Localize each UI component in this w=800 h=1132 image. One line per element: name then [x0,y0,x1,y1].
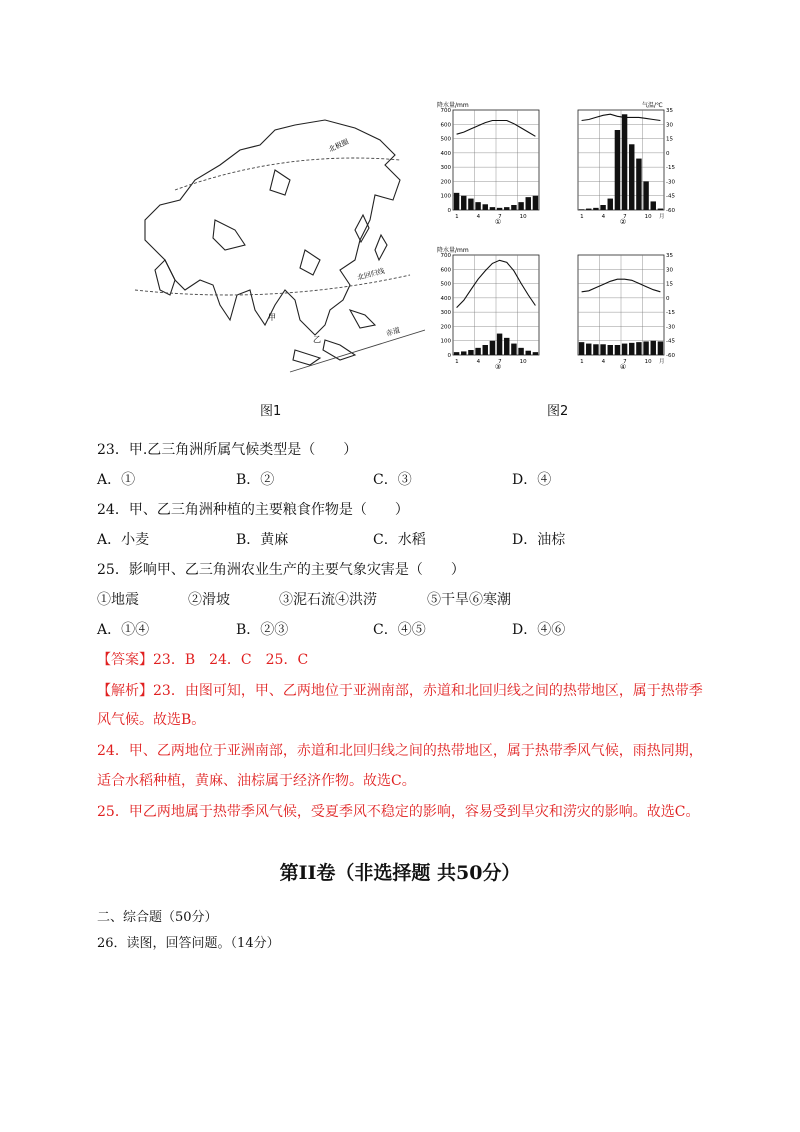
precip-bar [629,343,634,355]
precip-tick-label: 100 [440,338,451,345]
precip-bar [579,342,584,355]
precip-bar [468,199,473,210]
precip-tick-label: 100 [440,193,451,200]
question-24-stem: 24．甲、乙三角洲种植的主要粮食作物是（ ） [97,502,409,518]
figure2-caption: 图2 [547,404,569,419]
tropic-label: 北回归线 [356,266,386,282]
temp-tick-label: -15 [666,165,675,172]
precip-bar [636,342,641,355]
precip-bar [475,348,480,355]
answer-line [97,650,308,670]
precip-bar [475,202,480,210]
precip-tick-label: 400 [440,150,451,157]
precip-bar [658,209,663,210]
temp-tick-label: -30 [666,179,675,186]
month-tick-label: 1 [580,359,584,365]
q25-option-d: D．④⑥ [512,622,566,638]
answer-text: 23．B 24．C 25．C [153,652,309,668]
analysis-line-4: 适合水稻种植，黄麻、油棕属于经济作物。故选C。 [97,773,416,789]
precip-bar [586,344,591,355]
precip-bar [511,344,516,355]
precip-bar [615,345,620,355]
precip-bar [629,144,634,210]
q25-option-c: C．④⑤ [373,622,426,638]
question-23-stem: 23．甲.乙三角洲所属气候类型是（ ） [97,442,358,458]
analysis-text-1: 23．由图可知，甲、乙两地位于亚洲南部，赤道和北回归线之间的热带地区，属于热带季 [153,683,703,699]
precip-bar [651,341,656,355]
equator-label: 赤道 [385,326,401,338]
month-tick-label: 4 [601,214,606,220]
q25-option-b: B．②③ [236,622,289,638]
precip-bar [533,196,538,210]
temp-tick-label: 0 [666,150,670,157]
precip-bar [497,334,502,355]
temp-tick-label: 15 [666,281,673,288]
month-tick-label: 10 [644,359,652,365]
precip-bar [651,201,656,210]
month-tick-label: 月 [658,359,665,365]
precip-bar [497,208,502,210]
precip-bar [454,193,459,210]
analysis-tag: 【解析】 [97,683,153,699]
month-tick-label: 1 [580,214,584,220]
climate-chart-4 [560,245,685,375]
precip-bar [468,350,473,355]
asia-map [125,110,425,380]
q25-choice-2: ②滑坡 [188,592,230,608]
arctic-label: 北极圈 [327,137,350,154]
precip-bar [622,344,627,355]
precip-bar [504,338,509,355]
q24-option-b: B．黄麻 [236,532,289,548]
q23-option-a: A．① [97,472,136,488]
month-tick-label: 4 [601,359,606,365]
precip-tick-label: 600 [440,122,451,129]
precip-bar [518,348,523,355]
precip-bar [608,345,613,355]
chart-number-label: ① [494,218,502,226]
precip-tick-label: 600 [440,267,451,274]
precip-bar [593,344,598,355]
precip-bar [600,344,605,355]
precip-bar [622,114,627,210]
q24-option-d: D．油棕 [512,532,566,548]
precip-tick-label: 300 [440,310,451,317]
month-tick-label: 10 [519,359,527,365]
month-tick-label: 7 [623,359,627,365]
q25-choice-3: ③泥石流④洪涝 [279,592,377,608]
precip-bar [511,205,516,210]
precip-tick-label: 0 [447,208,451,214]
precip-tick-label: 200 [440,179,451,186]
month-tick-label: 7 [498,214,502,220]
month-tick-label: 4 [476,214,481,220]
month-tick-label: 月 [658,214,665,220]
chart-number-label: ④ [619,363,627,371]
precip-bar [643,341,648,355]
q23-option-c: C．③ [373,472,412,488]
precip-bar [504,207,509,210]
month-tick-label: 7 [498,359,502,365]
precip-tick-label: 0 [447,353,451,359]
question-26-stem: 26．读图，回答问题。（14分） [97,936,280,951]
temp-axis-title: 气温/℃ [642,102,663,109]
precip-tick-label: 200 [440,324,451,331]
q25-choice-4: ⑤干旱⑥寒潮 [427,592,511,608]
precip-bar [454,352,459,355]
q24-option-c: C．水稻 [373,532,426,548]
precip-bar [461,196,466,210]
precip-bar [586,209,591,210]
precip-bar [643,181,648,210]
figure1-caption: 图1 [260,404,282,419]
precip-bar [490,207,495,210]
precip-bar [579,209,584,210]
q23-option-b: B．② [236,472,275,488]
precip-bar [526,351,531,355]
question-25-stem: 25．影响甲、乙三角洲农业生产的主要气象灾害是（ ） [97,562,465,578]
temp-tick-label: 35 [666,108,673,114]
precip-tick-label: 500 [440,281,451,288]
temp-tick-label: 30 [666,122,673,129]
precip-tick-label: 700 [440,253,451,259]
chart-number-label: ② [619,218,627,226]
precip-axis-title: 降水量/mm [437,247,469,254]
precip-bar [593,208,598,210]
jia-label: 甲 [268,313,276,322]
temp-tick-label: -60 [666,353,675,359]
yi-label: 乙 [313,335,321,344]
analysis-line-5: 25．甲乙两地属于热带季风气候，受夏季风不稳定的影响，容易受到旱灾和涝灾的影响。故选C。 [97,804,700,820]
precip-bar [533,352,538,355]
temp-tick-label: 0 [666,295,670,302]
climate-chart-3 [435,245,560,375]
precip-bar [490,341,495,355]
precip-tick-label: 700 [440,108,451,114]
temp-tick-label: -15 [666,310,675,317]
temp-tick-label: 30 [666,267,673,274]
q25-choice-1: ①地震 [97,592,139,608]
precip-bar [526,197,531,210]
precip-bar [461,351,466,355]
precip-bar [615,130,620,210]
climate-chart-1 [435,100,560,230]
q24-option-a: A．小麦 [97,532,150,548]
month-tick-label: 10 [644,214,652,220]
precip-axis-title: 降水量/mm [437,102,469,109]
temp-tick-label: -60 [666,208,675,214]
month-tick-label: 7 [623,214,627,220]
precip-bar [518,202,523,210]
temp-tick-label: -45 [666,338,675,345]
precip-bar [600,205,605,210]
analysis-line-1 [97,681,703,701]
precip-bar [636,159,641,210]
precip-tick-label: 400 [440,295,451,302]
q23-option-d: D．④ [512,472,552,488]
precip-bar [483,204,488,210]
precip-bar [658,341,663,355]
answer-tag: 【答案】 [97,652,153,668]
precip-bar [608,199,613,210]
month-tick-label: 4 [476,359,481,365]
temp-tick-label: -45 [666,193,675,200]
temp-tick-label: 35 [666,253,673,259]
section-2-title: 第II卷（非选择题 共50分） [279,862,521,884]
month-tick-label: 1 [455,359,459,365]
temp-tick-label: -30 [666,324,675,331]
precip-tick-label: 300 [440,165,451,172]
chart-number-label: ③ [494,363,502,371]
temp-tick-label: 15 [666,136,673,143]
analysis-line-3: 24．甲、乙两地位于亚洲南部，赤道和北回归线之间的热带地区，属于热带季风气候，雨热同期， [97,743,703,759]
analysis-line-2: 风气候。故选B。 [97,712,206,728]
month-tick-label: 10 [519,214,527,220]
q25-option-a: A．①④ [97,622,150,638]
figures-area [120,100,680,419]
precip-bar [483,345,488,355]
precip-tick-label: 500 [440,136,451,143]
climate-chart-2 [560,100,685,230]
section-2-heading: 二、综合题（50分） [97,910,218,925]
month-tick-label: 1 [455,214,459,220]
